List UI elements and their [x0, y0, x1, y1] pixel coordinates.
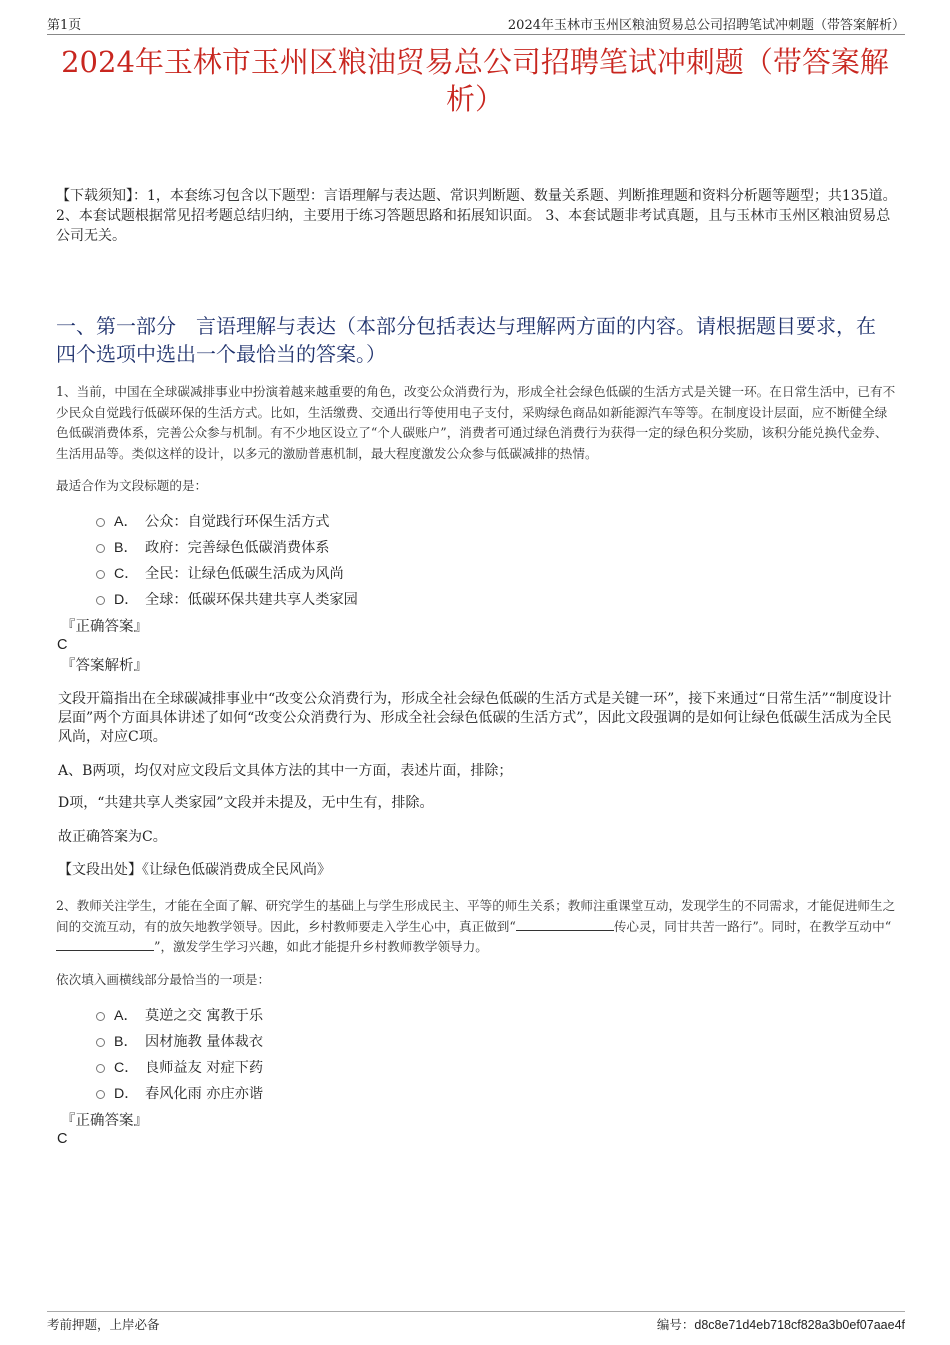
- question-2-stem: [56, 896, 898, 958]
- answer-value: C: [57, 1131, 68, 1147]
- question-2-option-a[interactable]: [96, 1002, 263, 1028]
- blank-line: [56, 940, 154, 951]
- header-doc-title: 2024年玉林市玉州区粮油贸易总公司招聘笔试冲刺题（带答案解析）: [507, 18, 905, 33]
- page-header: [47, 14, 905, 35]
- footer-slogan: 考前押题，上岸必备: [47, 1317, 160, 1332]
- analysis-paragraph: 文段开篇指出在全球碳减排事业中“改变公众消费行为，形成全社会绿色低碳的生活方式是关键一环”，接下来通过“日常生活”“制度设计层面”两个方面具体讲述了如何“改变公众消费行为、形成全社会绿色低碳的生活方式”，因此文段强调的是如何让绿色低碳生活成为全民风尚，对应C项。: [58, 691, 892, 745]
- option-key: B．: [114, 1034, 138, 1050]
- footer-code: [657, 1315, 905, 1333]
- radio-icon[interactable]: [96, 1064, 105, 1073]
- answer-label: 『正确答案』: [61, 1113, 148, 1129]
- radio-icon[interactable]: [96, 518, 105, 527]
- option-key: D．: [114, 1086, 139, 1102]
- stem-text: ”，激发学生学习兴趣，如此才能提升乡村教师教学领导力。: [154, 939, 488, 954]
- question-1-prompt: 最适合作为文段标题的是：: [56, 478, 208, 493]
- question-2-option-b[interactable]: [96, 1028, 263, 1054]
- option-key: B．: [114, 540, 138, 556]
- answer-label: 『正确答案』: [61, 619, 148, 635]
- stem-text: 2、教师关注学生，才能在全面了解、研究学生的基础上与学生形成民主、平等的师生关系；教师注重课堂互动，发现学生的不同需求，才能促进师生之间的交流互动，有的放矢地教学领导。因此，乡村教师要走入学生心中，真正做到“: [56, 898, 896, 934]
- radio-icon[interactable]: [96, 596, 105, 605]
- question-2-prompt: 依次填入画横线部分最恰当的一项是：: [56, 972, 271, 987]
- option-text: 政府：完善绿色低碳消费体系: [145, 540, 330, 556]
- option-text: 公众：自觉践行环保生活方式: [145, 514, 330, 530]
- question-2-option-c[interactable]: [96, 1054, 263, 1080]
- footer-code-label: 编号：: [656, 1317, 695, 1332]
- radio-icon[interactable]: [96, 1090, 105, 1099]
- analysis-paragraph: D项，“共建共享人类家园”文段并未提及，无中生有，排除。: [58, 795, 434, 811]
- page-number: 第1页: [47, 18, 82, 33]
- option-text: 全民：让绿色低碳生活成为风尚: [145, 566, 344, 582]
- blank-line: [516, 920, 614, 931]
- radio-icon[interactable]: [96, 1012, 105, 1021]
- analysis-paragraph: 故正确答案为C。: [58, 829, 167, 845]
- option-key: D．: [114, 592, 139, 608]
- answer-value: C: [57, 637, 68, 653]
- option-key: C．: [114, 566, 139, 582]
- question-1-option-c[interactable]: [96, 560, 358, 586]
- question-2-options: [96, 1002, 263, 1106]
- option-key: C．: [114, 1060, 139, 1076]
- option-key: A．: [114, 514, 138, 530]
- section-heading: 一、第一部分 言语理解与表达（本部分包括表达与理解两方面的内容。请根据题目要求，在四个选项中选出一个最恰当的答案。）: [56, 314, 876, 366]
- download-notice: 【下载须知】：1，本套练习包含以下题型：言语理解与表达题、常识判断题、数量关系题、判断推理题和资料分析题等题型；共135道。 2、本套试题根据常见招考题总结归纳，主要用于练习答题思路和拓展知识面。 3、本套试题非考试真题，且与玉林市玉州区粮油贸易总公司无关。: [56, 188, 897, 244]
- radio-icon[interactable]: [96, 1038, 105, 1047]
- option-text: 因材施教 量体裁衣: [145, 1034, 264, 1050]
- option-text: 春风化雨 亦庄亦谐: [145, 1086, 264, 1102]
- analysis-paragraph: A、B两项，均仅对应文段后文具体方法的其中一方面，表述片面，排除；: [58, 763, 513, 779]
- page-footer: [47, 1311, 905, 1333]
- stem-text: 传心灵，同甘共苦一路行”。同时，在教学互动中“: [613, 918, 892, 934]
- option-text: 全球：低碳环保共建共享人类家园: [145, 592, 358, 608]
- radio-icon[interactable]: [96, 570, 105, 579]
- option-text: 良师益友 对症下药: [145, 1060, 264, 1076]
- question-1-stem: 1、当前，中国在全球碳减排事业中扮演着越来越重要的角色，改变公众消费行为，形成全社会绿色低碳的生活方式是关键一环。在日常生活中，已有不少民众自觉践行低碳环保的生活方式。比如，生活缴费、交通出行等使用电子支付，采购绿色商品如新能源汽车等等。在制度设计层面，应不断健全绿色低碳消费体系，完善公众参与机制。有不少地区设立了“个人碳账户”，消费者可通过绿色消费行为获得一定的绿色积分奖励，该积分能兑换代金券、生活用品等。类似这样的设计，以多元的激励普惠机制，最大程度激发公众参与低碳减排的热情。: [56, 384, 896, 461]
- question-1-option-b[interactable]: [96, 534, 358, 560]
- question-2-option-d[interactable]: [96, 1080, 263, 1106]
- analysis-label: 『答案解析』: [61, 658, 148, 674]
- radio-icon[interactable]: [96, 544, 105, 553]
- option-key: A．: [114, 1008, 138, 1024]
- question-1-options: [96, 508, 358, 612]
- document-title: 2024年玉林市玉州区粮油贸易总公司招聘笔试冲刺题（带答案解析）: [61, 45, 889, 116]
- question-1-option-a[interactable]: [96, 508, 358, 534]
- option-text: 莫逆之交 寓教于乐: [145, 1008, 264, 1024]
- footer-code-value: d8c8e71d4eb718cf828a3b0ef07aae4f: [694, 1318, 905, 1332]
- question-1-option-d[interactable]: [96, 586, 358, 612]
- source-note: 【文段出处】《让绿色低碳消费成全民风尚》: [58, 862, 331, 878]
